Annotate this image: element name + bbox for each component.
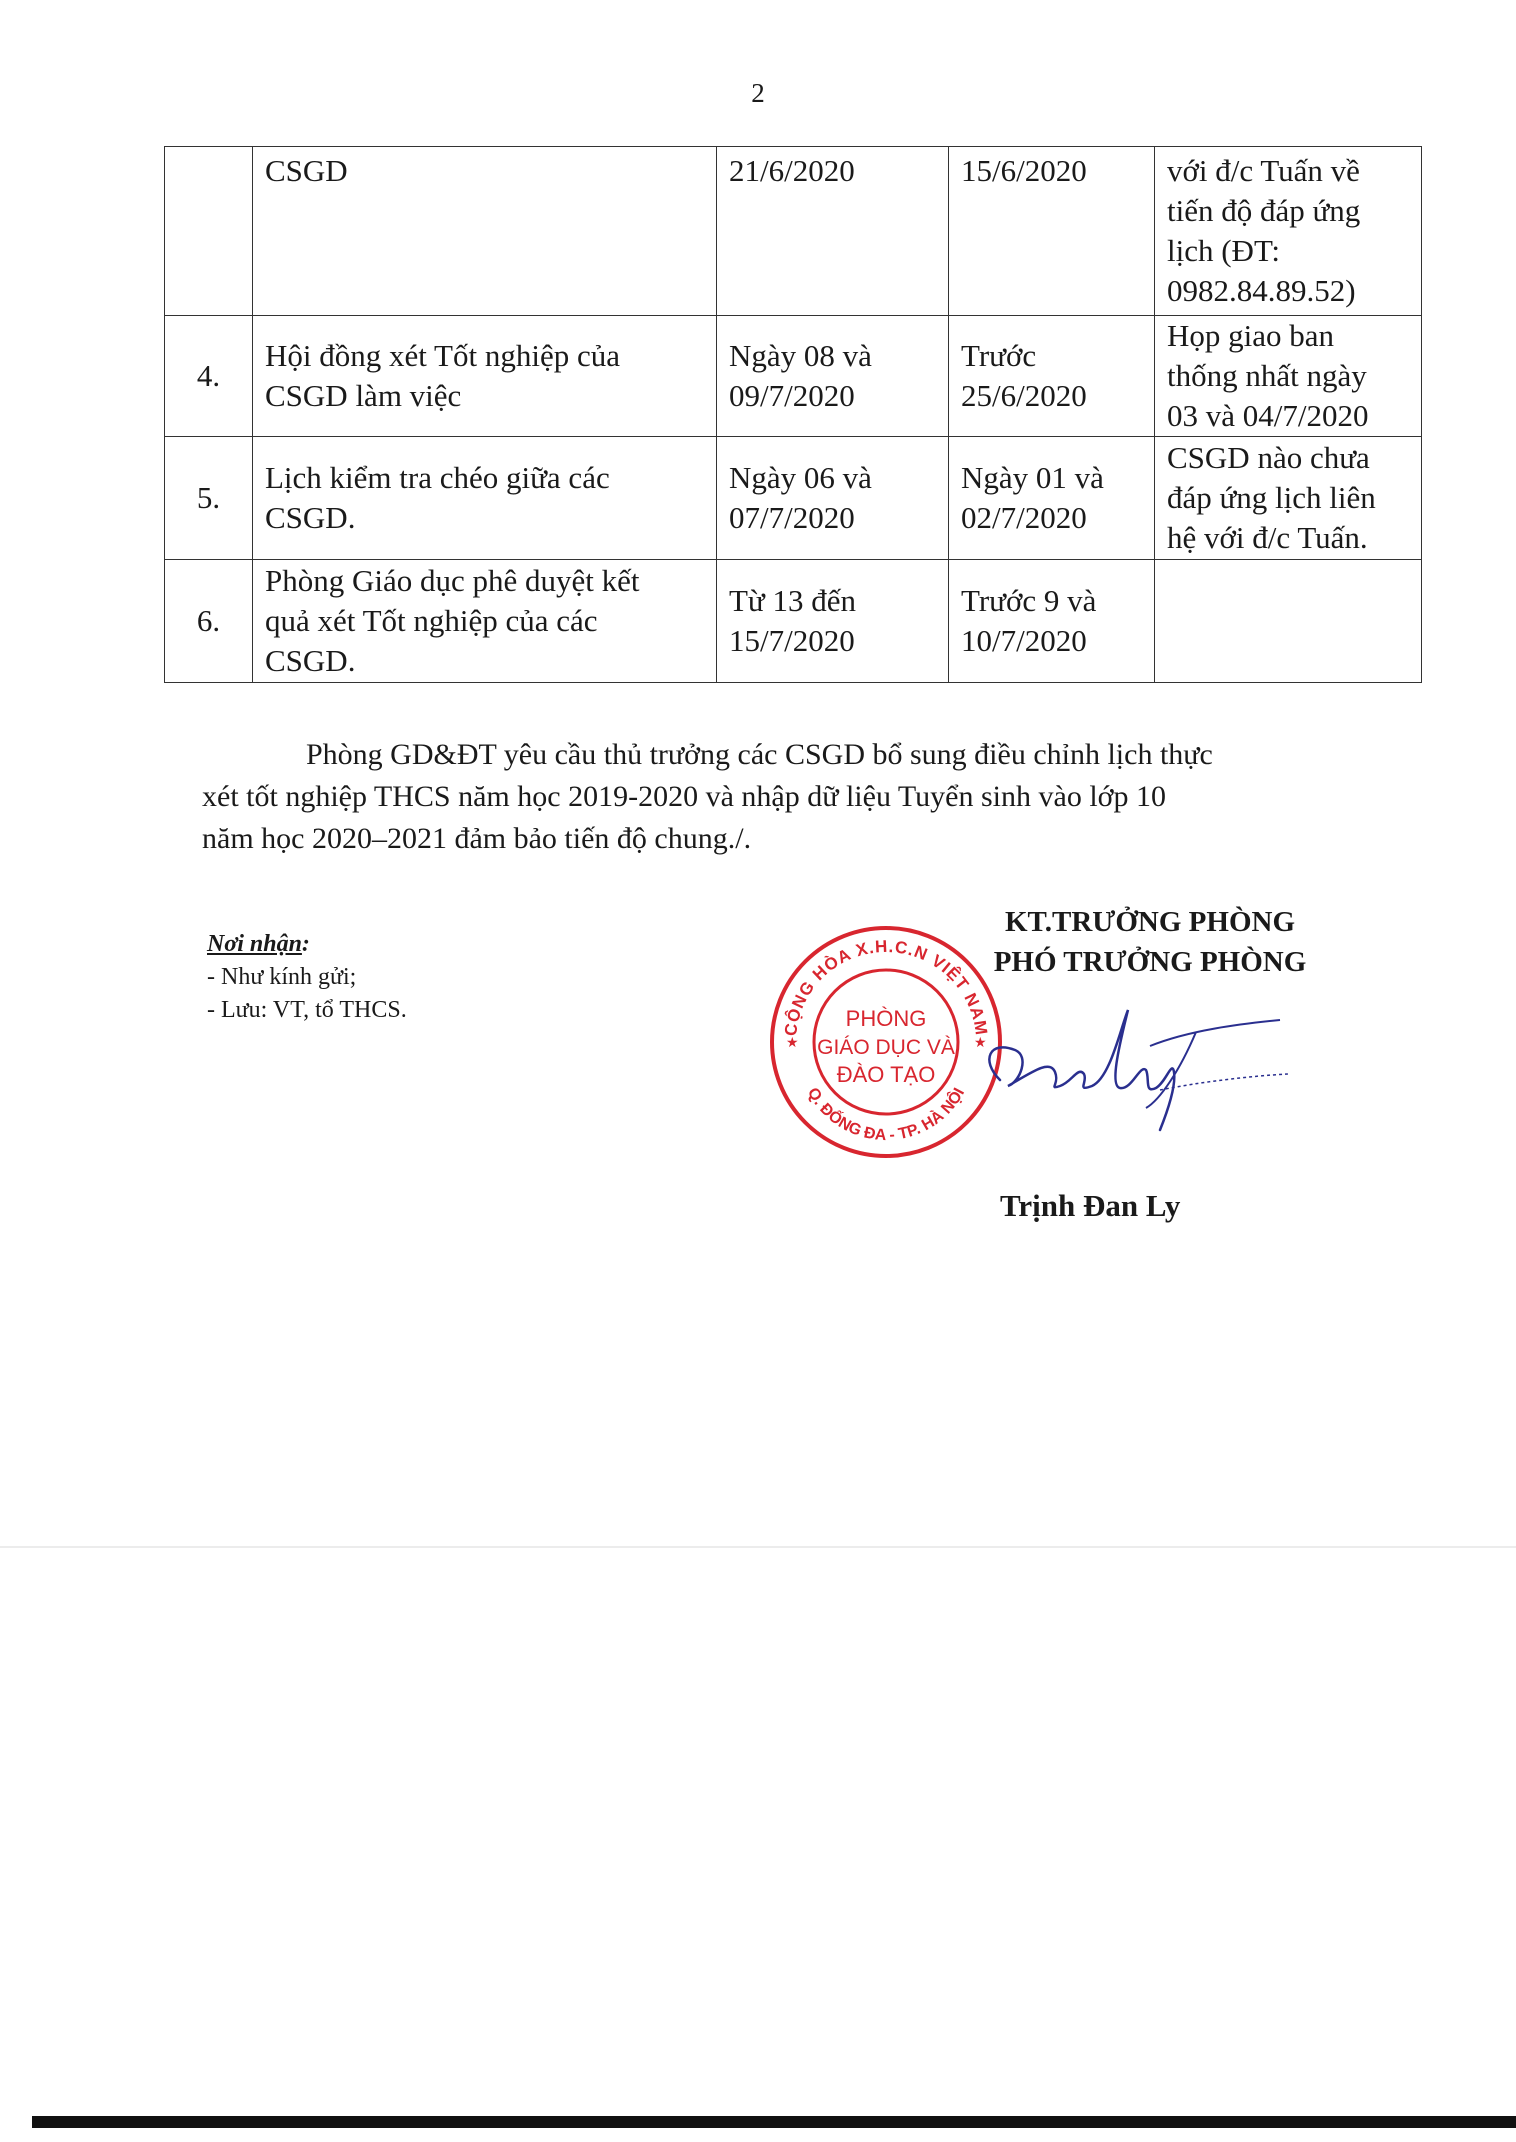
table-cell-task	[253, 437, 717, 560]
cell-text-line: thống nhất ngày	[1167, 358, 1367, 393]
cell-text-line: quả xét Tốt nghiệp của các	[265, 603, 598, 638]
cell-text-line: Họp giao ban	[1167, 318, 1335, 353]
table-cell-due	[949, 316, 1155, 437]
cell-text-line: CSGD.	[265, 500, 356, 535]
cell-text-line: lịch (ĐT:	[1167, 233, 1280, 268]
cell-text-line: Trước 9 và	[961, 583, 1097, 618]
table-row	[165, 147, 1422, 316]
recipients-heading	[207, 928, 407, 961]
table-row	[165, 316, 1422, 437]
recipient-item: - Như kính gửi;	[207, 964, 357, 990]
seal-bottom-text: Q. ĐỐNG ĐA - TP. HÀ NỘI	[803, 1085, 969, 1145]
seal-center-line3: ĐÀO TẠO	[836, 1062, 936, 1087]
table-cell-due	[949, 437, 1155, 560]
table-row	[165, 437, 1422, 560]
table-cell-deadline	[717, 560, 949, 683]
signer-name: Trịnh Đan Ly	[1000, 1188, 1181, 1223]
cell-text-line: Ngày 08 và	[729, 338, 872, 373]
cell-text-line: với đ/c Tuấn về	[1167, 153, 1360, 188]
table-cell-task	[253, 316, 717, 437]
cell-text-line: CSGD.	[265, 643, 356, 678]
table-cell-task	[253, 560, 717, 683]
closing-line: năm học 2020–2021 đảm bảo tiến độ chung./.	[202, 822, 752, 855]
table-cell-no: 4.	[165, 316, 253, 437]
table-cell-note	[1155, 316, 1422, 437]
seal-star-icon: ★	[974, 1036, 987, 1051]
cell-text-line: 10/7/2020	[961, 623, 1087, 658]
cell-text-line: tiến độ đáp ứng	[1167, 193, 1361, 228]
table-cell-deadline	[717, 316, 949, 437]
cell-text-line: 03 và 04/7/2020	[1167, 398, 1369, 433]
cell-text-line: 07/7/2020	[729, 500, 855, 535]
cell-text-line: Từ 13 đến	[729, 583, 856, 618]
cell-text-line: đáp ứng lịch liên	[1167, 480, 1376, 515]
cell-text-line: 09/7/2020	[729, 378, 855, 413]
signature-flourish	[1150, 1020, 1280, 1046]
closing-line: Phòng GD&ĐT yêu cầu thủ trưởng các CSGD bổ sung điều chỉnh lịch thực	[306, 738, 1213, 771]
recipients-heading-text: Nơi nhận	[207, 931, 302, 957]
scan-bottom-edge	[32, 2116, 1516, 2128]
cell-text-line: Ngày 01 và	[961, 460, 1104, 495]
page-number: 2	[751, 78, 765, 108]
cell-text-line: 15/7/2020	[729, 623, 855, 658]
recipients-heading-suffix: :	[301, 931, 310, 957]
table-cell-deadline	[717, 437, 949, 560]
table-cell-task	[253, 147, 717, 316]
seal-star-icon: ★	[786, 1036, 799, 1051]
table-cell-deadline	[717, 147, 949, 316]
cell-text-line: 0982.84.89.52)	[1167, 273, 1356, 308]
table-cell-no: 6.	[165, 560, 253, 683]
cell-text-line: Lịch kiểm tra chéo giữa các	[265, 460, 610, 495]
signer-title-line1: KT.TRƯỞNG PHÒNG	[1005, 906, 1295, 938]
cell-text-line: CSGD làm việc	[265, 378, 462, 413]
cell-text-line: CSGD nào chưa	[1167, 440, 1370, 475]
signer-title-line2: PHÓ TRƯỞNG PHÒNG	[993, 946, 1307, 978]
table-cell-due	[949, 147, 1155, 316]
cell-text-line: Ngày 06 và	[729, 460, 872, 495]
cell-text-line: CSGD	[265, 153, 348, 188]
closing-line: xét tốt nghiệp THCS năm học 2019-2020 và nhập dữ liệu Tuyển sinh vào lớp 10	[202, 780, 1167, 813]
table-row	[165, 560, 1422, 683]
seal-ring-text: CỘNG HÒA X.H.C.N VIỆT NAM	[781, 936, 991, 1038]
signature-stroke	[989, 1010, 1174, 1130]
seal-center-line2: GIÁO DỤC VÀ	[817, 1036, 955, 1059]
cell-text-line: Phòng Giáo dục phê duyệt kết	[265, 563, 640, 598]
table-cell-no	[165, 147, 253, 316]
table-cell-note	[1155, 437, 1422, 560]
table-cell-due	[949, 560, 1155, 683]
schedule-table	[164, 146, 1422, 683]
closing-paragraph	[202, 734, 1422, 860]
cell-text-line: 02/7/2020	[961, 500, 1087, 535]
table-cell-note	[1155, 560, 1422, 683]
cell-text-line: 21/6/2020	[729, 153, 855, 188]
cell-text-line: Hội đồng xét Tốt nghiệp của	[265, 338, 621, 373]
seal-center-line1: PHÒNG	[845, 1006, 927, 1031]
scan-divider	[0, 1546, 1516, 1548]
handwritten-signature	[960, 990, 1290, 1140]
cell-text-line: 25/6/2020	[961, 378, 1087, 413]
cell-text-line: 15/6/2020	[961, 153, 1087, 188]
recipients-block	[207, 928, 407, 1027]
table-cell-note	[1155, 147, 1422, 316]
signature-flourish	[1160, 1074, 1288, 1090]
table-cell-no: 5.	[165, 437, 253, 560]
cell-text-line: Trước	[961, 338, 1037, 373]
cell-text-line: hệ với đ/c Tuấn.	[1167, 520, 1368, 555]
recipient-item: - Lưu: VT, tổ THCS.	[207, 997, 407, 1023]
